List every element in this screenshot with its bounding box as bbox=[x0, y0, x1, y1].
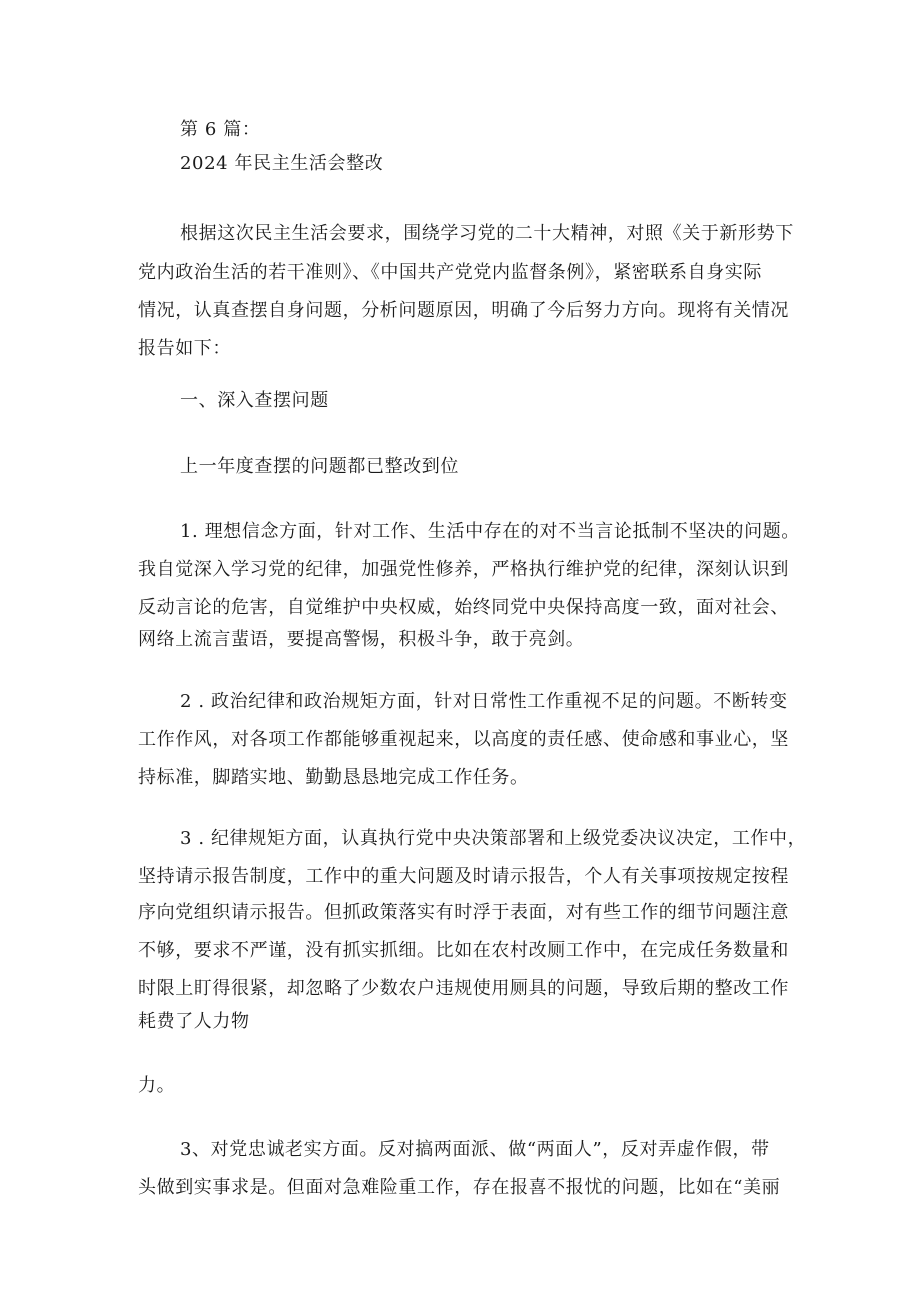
subheading: 上一年度查摆的问题都已整改到位 bbox=[180, 456, 459, 477]
text-line: 2 . 政治纪律和政治规矩方面，针对日常性工作重视不足的问题。不断转变 bbox=[180, 691, 788, 712]
text-line: 反动言论的危害，自觉维护中央权威，始终同党中央保持高度一致，面对社会、 bbox=[138, 597, 789, 618]
text-line: 不够，要求不严谨，没有抓实抓细。比如在农村改厕工作中，在完成任务数量和 bbox=[138, 940, 789, 961]
text-line: 坚持请示报告制度，工作中的重大问题及时请示报告，个人有关事项按规定按程 bbox=[138, 866, 789, 887]
text-line: 网络上流言蜚语，要提高警惕，积极斗争，敢于亮剑。 bbox=[138, 629, 585, 650]
chapter-label: 第 6 篇： bbox=[180, 119, 261, 140]
text-line: 时限上盯得很紧，却忽略了少数农户违规使用厕具的问题，导致后期的整改工作 bbox=[138, 978, 789, 999]
text-line: 3 . 纪律规矩方面，认真执行党中央决策部署和上级党委决议决定，工作中， bbox=[180, 828, 807, 849]
text-line: 序向党组织请示报告。但抓政策落实有时浮于表面，对有些工作的细节问题注意 bbox=[138, 902, 789, 923]
text-line: 我自觉深入学习党的纪律，加强党性修养，严格执行维护党的纪律，深刻认识到 bbox=[138, 559, 789, 580]
text-line: 3、对党忠诚老实方面。反对搞两面派、做“两面人”，反对弄虚作假，带 bbox=[180, 1139, 770, 1160]
section-heading: 一、深入查摆问题 bbox=[180, 390, 329, 411]
text-line: 耗费了人力物 bbox=[138, 1011, 250, 1032]
text-line: 力。 bbox=[138, 1075, 176, 1096]
text-line: 情况，认真查摆自身问题，分析问题原因，明确了今后努力方向。现将有关情况 bbox=[138, 300, 789, 321]
text-line: 报告如下： bbox=[138, 338, 231, 359]
text-line: 持标准，脚踏实地、勤勤恳恳地完成工作任务。 bbox=[138, 767, 529, 788]
text-line: 工作作风，对各项工作都能够重视起来，以高度的责任感、使命感和事业心，坚 bbox=[138, 729, 789, 750]
text-line: 头做到实事求是。但面对急难险重工作，存在报喜不报忧的问题，比如在“美丽 bbox=[138, 1177, 781, 1198]
document-title: 2024 年民主生活会整改 bbox=[180, 153, 384, 174]
text-line: 1. 理想信念方面，针对工作、生活中存在的对不当言论抵制不坚决的问题。 bbox=[180, 521, 800, 542]
text-line: 根据这次民主生活会要求，围绕学习党的二十大精神，对照《关于新形势下 bbox=[180, 223, 794, 244]
text-line: 党内政治生活的若干准则》、《中国共产党党内监督条例》，紧密联系自身实际 bbox=[138, 262, 762, 283]
